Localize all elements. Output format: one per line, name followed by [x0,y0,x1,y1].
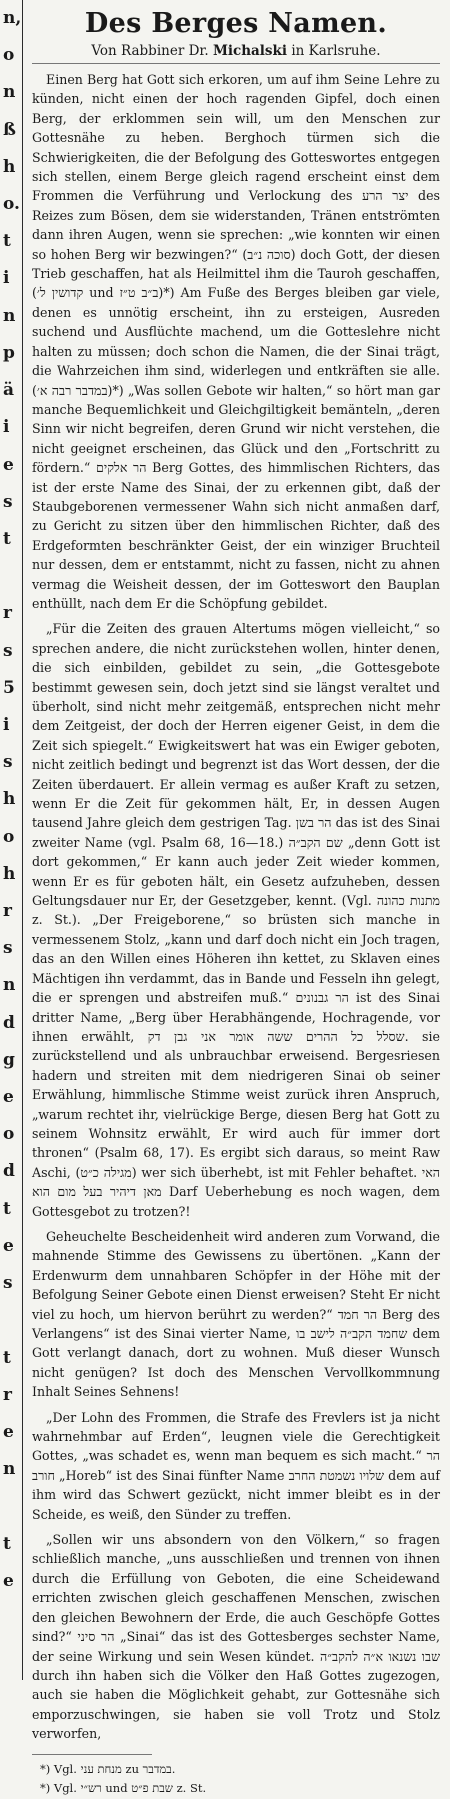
byline-prefix: Von Rabbiner Dr. [91,43,209,59]
article [32,6,440,1799]
column-fragment-char: h [3,789,16,810]
column-fragment-char: s [3,640,13,661]
column-fragment-char: t [3,1198,11,1219]
column-fragment-char: s [3,491,13,512]
column-fragment-char: t [3,231,11,252]
paragraph: Geheuchelte Bescheidenheit wird anderen zum Vorwand, die mahnende Stimme des Gewissens zu übertönen. „Kann der Erdenwurm dem unnahbaren Schöpfer in der Höhe mit der Befolgung Seiner Gebote einen Dienst erweisen? Steht Er nicht viel zu hoch, um hiervon berührt zu werden?“ הר חמד Berg des Verlangens“ ist des Sinai vierter Name, שחמד הקב״ה לישב בו dem Gott verlangt danach, dort zu wohnen. Muß dieser Wunsch nicht genügen? Ist doch des Menschen Vervollkommnung Inhalt Seines Sehnens! [32,1228,441,1400]
column-fragment-char: n, [3,8,22,28]
column-fragment-char: n [3,305,16,326]
column-fragment-char: d [3,1012,15,1033]
column-fragment-char: r [3,1384,12,1405]
column-fragment-char: t [3,1533,11,1554]
column-fragment-char: d [3,1161,15,1182]
column-fragment-char: g [3,1049,15,1070]
paragraph: „Der Lohn des Frommen, die Strafe des Frevlers ist ja nicht wahrnehmbar auf Erden“, leugnen viele die Gerechtigkeit Gottes, „was schadet es, wenn man bequem es sich macht.“ הר חורב „Horeb“ ist des Sinai fünfter Name שלויו נשמטת החרב dem auf ihm wird das Schwert gezückt, nicht immer bleibt es in der Scheide, es weiß, den Sünder zu treffen. [32,1409,440,1522]
column-fragment-char: n [3,82,16,103]
column-fragment-char: i [3,714,10,735]
column-fragment-char: e [3,1570,14,1591]
byline [32,43,440,64]
column-fragment-char: r [3,901,12,922]
column-fragment-char: e [3,1235,14,1256]
column-fragment-char: h [3,863,16,884]
footnote-divider [32,1754,152,1755]
paragraph: „Sollen wir uns absondern von den Völkern,“ so fragen schließlich manche, „uns ausschließen und trennen von ihnen durch die Erfüllung von Geboten, die eine Scheidewand errichten zwischen gleich geschaffenen Menschen, zwischen den gleichen Bewohnern der Erde, die auch Geschöpfe Gottes sind?“ הר סיני „Sinai“ das ist des Gottesberges sechster Name, der seine Wirkung und sein Wesen kündet. שבו נשנאו א״ה להקב״ה durch ihn haben sich die Völker den Haß Gottes zugezogen, auch sie haben die Möglichkeit gehabt, zur Gottesnähe sich emporzuschwingen, sie haben sie voll Trotz und Stolz verworfen, [32,1532,440,1742]
column-fragment-char: i [3,268,10,289]
column-fragment-char: o. [3,194,20,215]
column-fragment-char: e [3,1421,14,1442]
column-fragment-char: o [3,1124,15,1145]
column-fragment-char: 5 [3,677,15,698]
article-title: Des Berges Namen. [84,8,388,39]
paragraph: Einen Berg hat Gott sich erkoren, um auf ihm Seine Lehre zu künden, nicht einen der hoch ragenden Gipfel, doch einen Berg, der erklommen sein will, um den Menschen zur Gottesnähe zu heben. Berghoch türmen sich die Schwierigkeiten, die der Befolgung des Gotteswortes entgegen sich stellen, einem Berge gleich ragend erscheint einst dem Frommen die Verführung und Verlockung des יצר הרע des Reizes zum Bösen, dem sie widerstanden, Tränen entströmten dann ihren Augen, wenn sie sprechen: „wie konnten wir einen so hohen Berg wir bezwingen?“ (סוכה נ״ב) doch Gott, der diesen Trieb geschaffen, hat als Heilmittel ihm die Tauroh geschaffen, (קדושין ל׳ und ב״ב ט״ז)*) Am Fuße des Berges bleiben gar viele, denen es unnötig erscheint, ihn zu ersteigen, Ausreden suchend und Ausflüchte machend, um die Gotteslehre nicht halten zu müssen; doch schon die Namen, die der Sinai trägt, die Wahrzeichen ihm sind, widerlegen und entkräften sie alle. (במדבר רבה א׳)*) „Was sollen Gebote wir halten,“ so hört man gar manche Bequemlichkeit und Gleichgiltigkeit bemänteln, „deren Sinn wir nicht begreifen, deren Grund wir nicht verstehen, die nicht geeignet erscheinen, das Glück und den „Fortschritt zu fördern.“ הר אלקים Berg Gottes, des himmlischen Richters, das ist der erste Name des Sinai, der zu erkennen gibt, daß der Staubgeborenen vermessener Wahn sich nicht anmaßen darf, zu Gericht zu sitzen über den himmlischen Richter, daß des Erdgeformten beschränkter Geist, der ein winziger Bruchteil nur dessen, dem er entstammt, nicht zu fassen, nicht zu ahnen vermag die Weisheit dessen, der im Gotteswort den Bauplan enthüllt, nach dem Er die Schöpfung gebildet. [32,72,441,611]
column-fragment-char: s [3,938,13,959]
column-fragment-char: s [3,752,13,773]
column-fragment-char: i [3,417,10,438]
author-name: Michalski [212,43,288,59]
footnote: *) Vgl. רש״י und שבת פ״ט z. St. [40,1780,207,1795]
column-fragment-char: e [3,454,14,475]
column-fragment-char: t [3,528,11,549]
previous-column-fragment [0,0,23,1680]
footnote: *) Vgl. מנחת עני zu במדבר. [40,1761,176,1776]
byline-suffix: in Karlsruhe. [291,43,381,59]
column-fragment-char: n [3,1459,16,1480]
column-fragment-char: t [3,1347,11,1368]
column-fragment-char: n [3,975,16,996]
column-fragment-char: o [3,45,15,66]
column-fragment-char: o [3,826,15,847]
column-fragment-char: r [3,603,12,624]
column-fragment-char: ä [3,380,15,401]
column-fragment-char: ß [3,119,16,140]
column-fragment-char: h [3,156,16,177]
column-fragment-char: s [3,1273,13,1294]
column-fragment-char: p [3,342,15,363]
column-fragment-char: e [3,1087,14,1108]
paragraph: „Für die Zeiten des grauen Altertums mögen vielleicht,“ so sprechen andere, die nicht zurückstehen wollen, hinter denen, die sich einbilden, gebildet zu sein, „die Gottesgebote bestimmt gewesen sein, doch jetzt sind sie längst veraltet und überholt, sind nicht mehr zeitgemäß, entsprechen nicht mehr dem Zeitgeist, der doch der Herren eigener Geist, in dem die Zeit sich spiegelt.“ Ewigkeitswert hat was ein Ewiger geboten, nicht zeitlich bedingt und begrenzt ist das Wort dessen, der die Zeiten überdauert. Er allein vermag es außer Kraft zu setzen, wenn Er die Zeit für gekommen hält, Er, in dessen Augen tausend Jahre gleich dem gestrigen Tag. הר בשן das ist des Sinai zweiter Name (vgl. Psalm 68, 16—18.) שם הקב״ה „denn Gott ist dort gekommen,“ Er kann auch jeder Zeit wieder kommen, wenn Er es für geboten hält, ein Gesetz aufzuheben, dessen Geltungsdauer nur Er, der Gesetzgeber, kennt. (Vgl. מתנות כהונה z. St.). „Der Freigeborene,“ so brüsten sich manche in vermessenem Stolz, „kann und darf doch nicht ein Joch tragen, das an den Willen eines Höheren ihn kettet, zu Sklaven eines Mächtigen ihn verdammt, das in Bande und Fesseln ihn gelegt, die er sprengen und abstreifen muß.“ הר גבנונים ist des Sinai dritter Name, „Berg über Herabhängende, Hochragende, vor ihnen erwählt, שסלל כל ההרים ששה אומר אני גבן דק. sie zurückstellend und als unbrauchbar erweisend. Bergesriesen hadern und streiten mit dem niedrigeren Sinai ob seiner Erwählung, himmlische Stimme weist zurück ihren Anspruch, „warum rechtet ihr, vielrückige Berge, diesen Berg hat Gott zu seinem Wohnsitz erwählt, Er wird auch für immer dort thronen“ (Psalm 68, 17). Es ergibt sich daraus, so meint Raw Aschi, (מגילה כ״ט) wer sich überhebt, ist mit Fehler behaftet. האי מאן דיהיר בעל מום הוא Darf Ueberhebung es noch wagen, dem Gottesgebot zu trotzen?! [32,621,441,1219]
